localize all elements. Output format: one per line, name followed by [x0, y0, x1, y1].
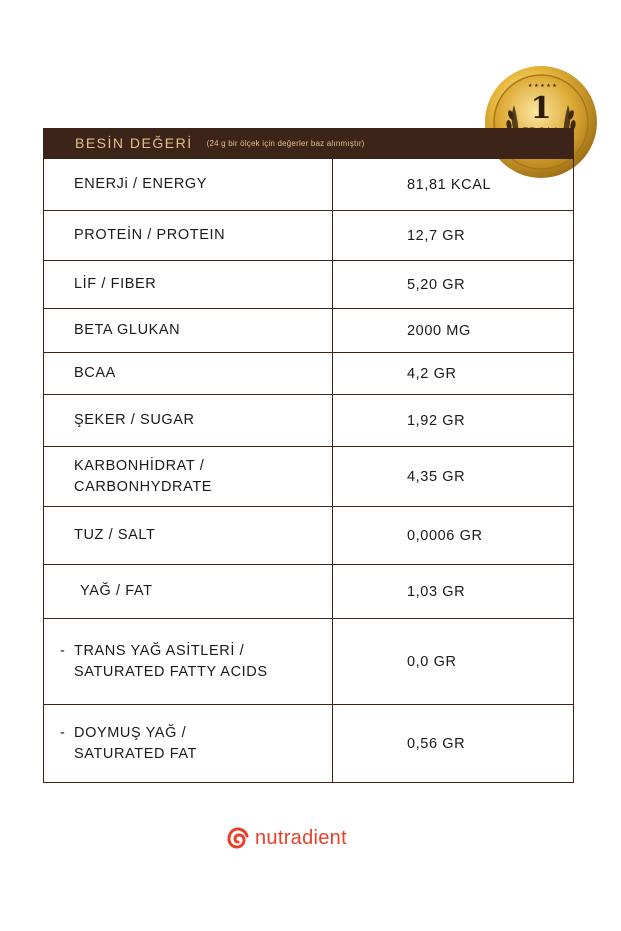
nutrient-value: 4,35 GR — [333, 447, 574, 507]
nutrient-label-line1: YAĞ / FAT — [80, 583, 153, 599]
table-row — [44, 353, 574, 395]
nutradient-logo-icon — [227, 827, 249, 849]
table-row — [44, 447, 574, 507]
nutrition-table — [43, 128, 574, 783]
nutrient-value: 5,20 GR — [333, 261, 574, 309]
nutrient-label — [44, 565, 333, 619]
nutrient-label-line1: BCAA — [74, 365, 116, 381]
nutrient-label-line2: CARBONHYDRATE — [74, 478, 213, 495]
nutrient-label — [44, 159, 333, 211]
header-subtitle: (24 g bir ölçek için değerler baz alınmıştır) — [206, 138, 365, 148]
table-row — [44, 159, 574, 211]
header-title: BESİN DEĞERİ — [75, 135, 193, 151]
nutrient-value: 1,92 GR — [333, 395, 574, 447]
table-row — [44, 507, 574, 565]
nutrient-label: - TRANS YAĞ ASİTLERİ / SATURATED FATTY ACIDS — [44, 619, 333, 705]
badge-number: 1 — [530, 91, 552, 126]
table-header — [43, 128, 574, 158]
nutrient-label-line2: SATURATED FAT — [74, 745, 197, 762]
nutrient-label-line1: BETA GLUKAN — [74, 322, 181, 338]
nutrient-label — [44, 309, 333, 353]
nutrient-value: 0,0006 GR — [333, 507, 574, 565]
table-row — [44, 309, 574, 353]
nutrient-label: - DOYMUŞ YAĞ / SATURATED FAT — [44, 705, 333, 783]
nutrient-label-line1: ŞEKER / SUGAR — [74, 412, 195, 428]
nutrient-label — [44, 395, 333, 447]
brand-logo — [227, 822, 347, 854]
table-row — [44, 705, 574, 783]
svg-text:★ ★ ★ ★ ★: ★ ★ ★ ★ ★ — [528, 83, 557, 89]
nutrient-label-line1: KARBONHİDRAT / — [74, 457, 205, 474]
table-row — [44, 619, 574, 705]
nutrient-label — [44, 211, 333, 261]
nutrient-label — [44, 261, 333, 309]
table-row — [44, 565, 574, 619]
nutrient-value: 4,2 GR — [333, 353, 574, 395]
table-row — [44, 395, 574, 447]
nutrient-label — [44, 447, 333, 507]
nutrient-value: 1,03 GR — [333, 565, 574, 619]
nutrient-label-line1: ENERJi / ENERGY — [74, 176, 208, 192]
nutrient-value: 12,7 GR — [333, 211, 574, 261]
nutrient-value: 0,0 GR — [333, 619, 574, 705]
nutrient-label-line1: TUZ / SALT — [74, 527, 156, 543]
nutrient-label-line1: TRANS YAĞ ASİTLERİ / — [74, 642, 245, 659]
nutrient-value: 81,81 KCAL — [333, 159, 574, 211]
nutrient-label — [44, 507, 333, 565]
brand-name: nutradient — [255, 826, 347, 849]
nutrient-value: 2000 MG — [333, 309, 574, 353]
nutrient-label-line1: DOYMUŞ YAĞ / — [74, 724, 187, 741]
table-row — [44, 261, 574, 309]
nutrient-label — [44, 353, 333, 395]
nutrient-label-line1: PROTEİN / PROTEIN — [74, 227, 226, 243]
table-row — [44, 211, 574, 261]
nutrient-value: 0,56 GR — [333, 705, 574, 783]
nutrient-label-line1: LİF / FIBER — [74, 276, 157, 292]
nutrient-label-line2: SATURATED FATTY ACIDS — [74, 663, 268, 680]
